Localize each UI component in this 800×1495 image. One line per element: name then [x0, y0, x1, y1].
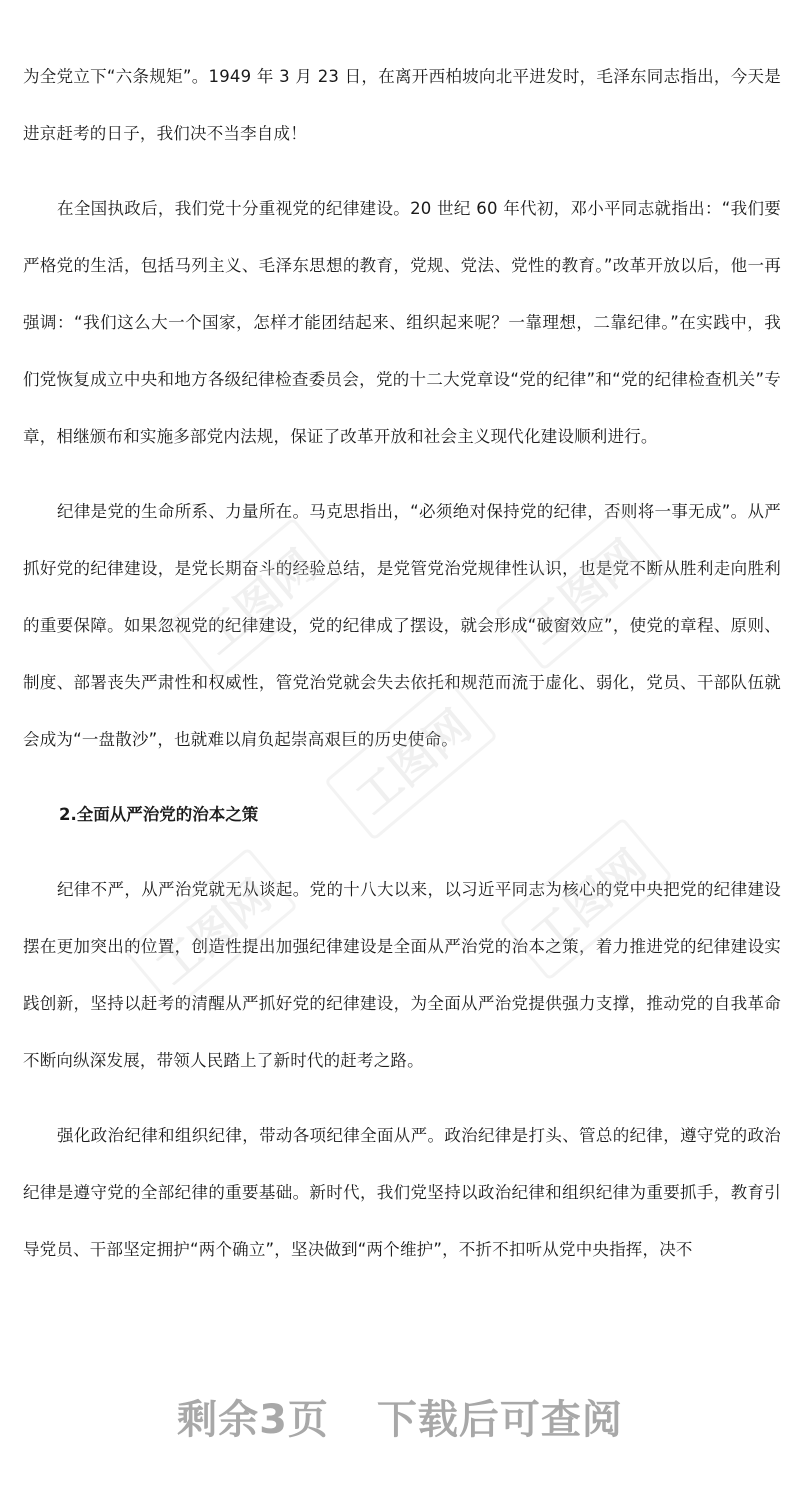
- remaining-pages-banner[interactable]: [0, 1388, 800, 1445]
- document-body: [23, 48, 781, 1278]
- paragraph-1: 为全党立下“六条规矩”。1949 年 3 月 23 日，在离开西柏坡向北平进发时，毛泽东同志指出，今天是进京赶考的日子，我们决不当李自成！: [23, 67, 781, 143]
- watermark-logo: 工图网: [494, 507, 668, 671]
- paragraph-5: 强化政治纪律和组织纪律，带动各项纪律全面从严。政治纪律是打头、管总的纪律，遵守党的政治纪律是遵守党的全部纪律的重要基础。新时代，我们党坚持以政治纪律和组织纪律为重要抓手，教育引导党员、干部坚定拥护“两个确立”，坚决做到“两个维护”，不折不扣听从党中央指挥，决不: [23, 1126, 781, 1259]
- paragraph-4: 纪律不严，从严治党就无从谈起。党的十八大以来，以习近平同志为核心的党中央把党的纪律建设摆在更加突出的位置，创造性提出加强纪律建设是全面从严治党的治本之策，着力推进党的纪律建设实践创新，坚持以赶考的清醒从严抓好党的纪律建设，为全面从严治党提供强力支撑，推动党的自我革命不断向纵深发展，带领人民踏上了新时代的赶考之路。: [23, 880, 781, 1070]
- paragraph-3: 纪律是党的生命所系、力量所在。马克思指出，“必须绝对保持党的纪律，否则将一事无成”。从严抓好党的纪律建设，是党长期奋斗的经验总结，是党管党治党规律性认识，也是党不断从胜利走向胜利的重要保障。如果忽视党的纪律建设，党的纪律成了摆设，就会形成“破窗效应”，使党的章程、原则、制度、部署丧失严肃性和权威性，管党治党就会失去依托和规范而流于虚化、弱化，党员、干部队伍就会成为“一盘散沙”，也就难以肩负起崇高艰巨的历史使命。: [23, 502, 781, 749]
- watermark-logo: 工图网: [169, 517, 343, 681]
- section-heading: 2.全面从严治党的治本之策: [59, 805, 259, 824]
- watermark-logo: 工图网: [324, 677, 498, 841]
- download-to-view-label: 下载后可查阅: [376, 1397, 623, 1443]
- watermark-logo: 工图网: [124, 847, 298, 1011]
- watermark-logo: 工图网: [499, 817, 673, 981]
- remaining-pages-label: 剩余3页: [177, 1397, 329, 1443]
- paragraph-2: 在全国执政后，我们党十分重视党的纪律建设。20 世纪 60 年代初，邓小平同志就指出：“我们要严格党的生活，包括马列主义、毛泽东思想的教育，党规、党法、党性的教育。”改革开放以后，他一再强调：“我们这么大一个国家，怎样才能团结起来、组织起来呢？一靠理想，二靠纪律。”在实践中，我们党恢复成立中央和地方各级纪律检查委员会，党的十二大党章设“党的纪律”和“党的纪律检查机关”专章，相继颁布和实施多部党内法规，保证了改革开放和社会主义现代化建设顺利进行。: [23, 199, 781, 446]
